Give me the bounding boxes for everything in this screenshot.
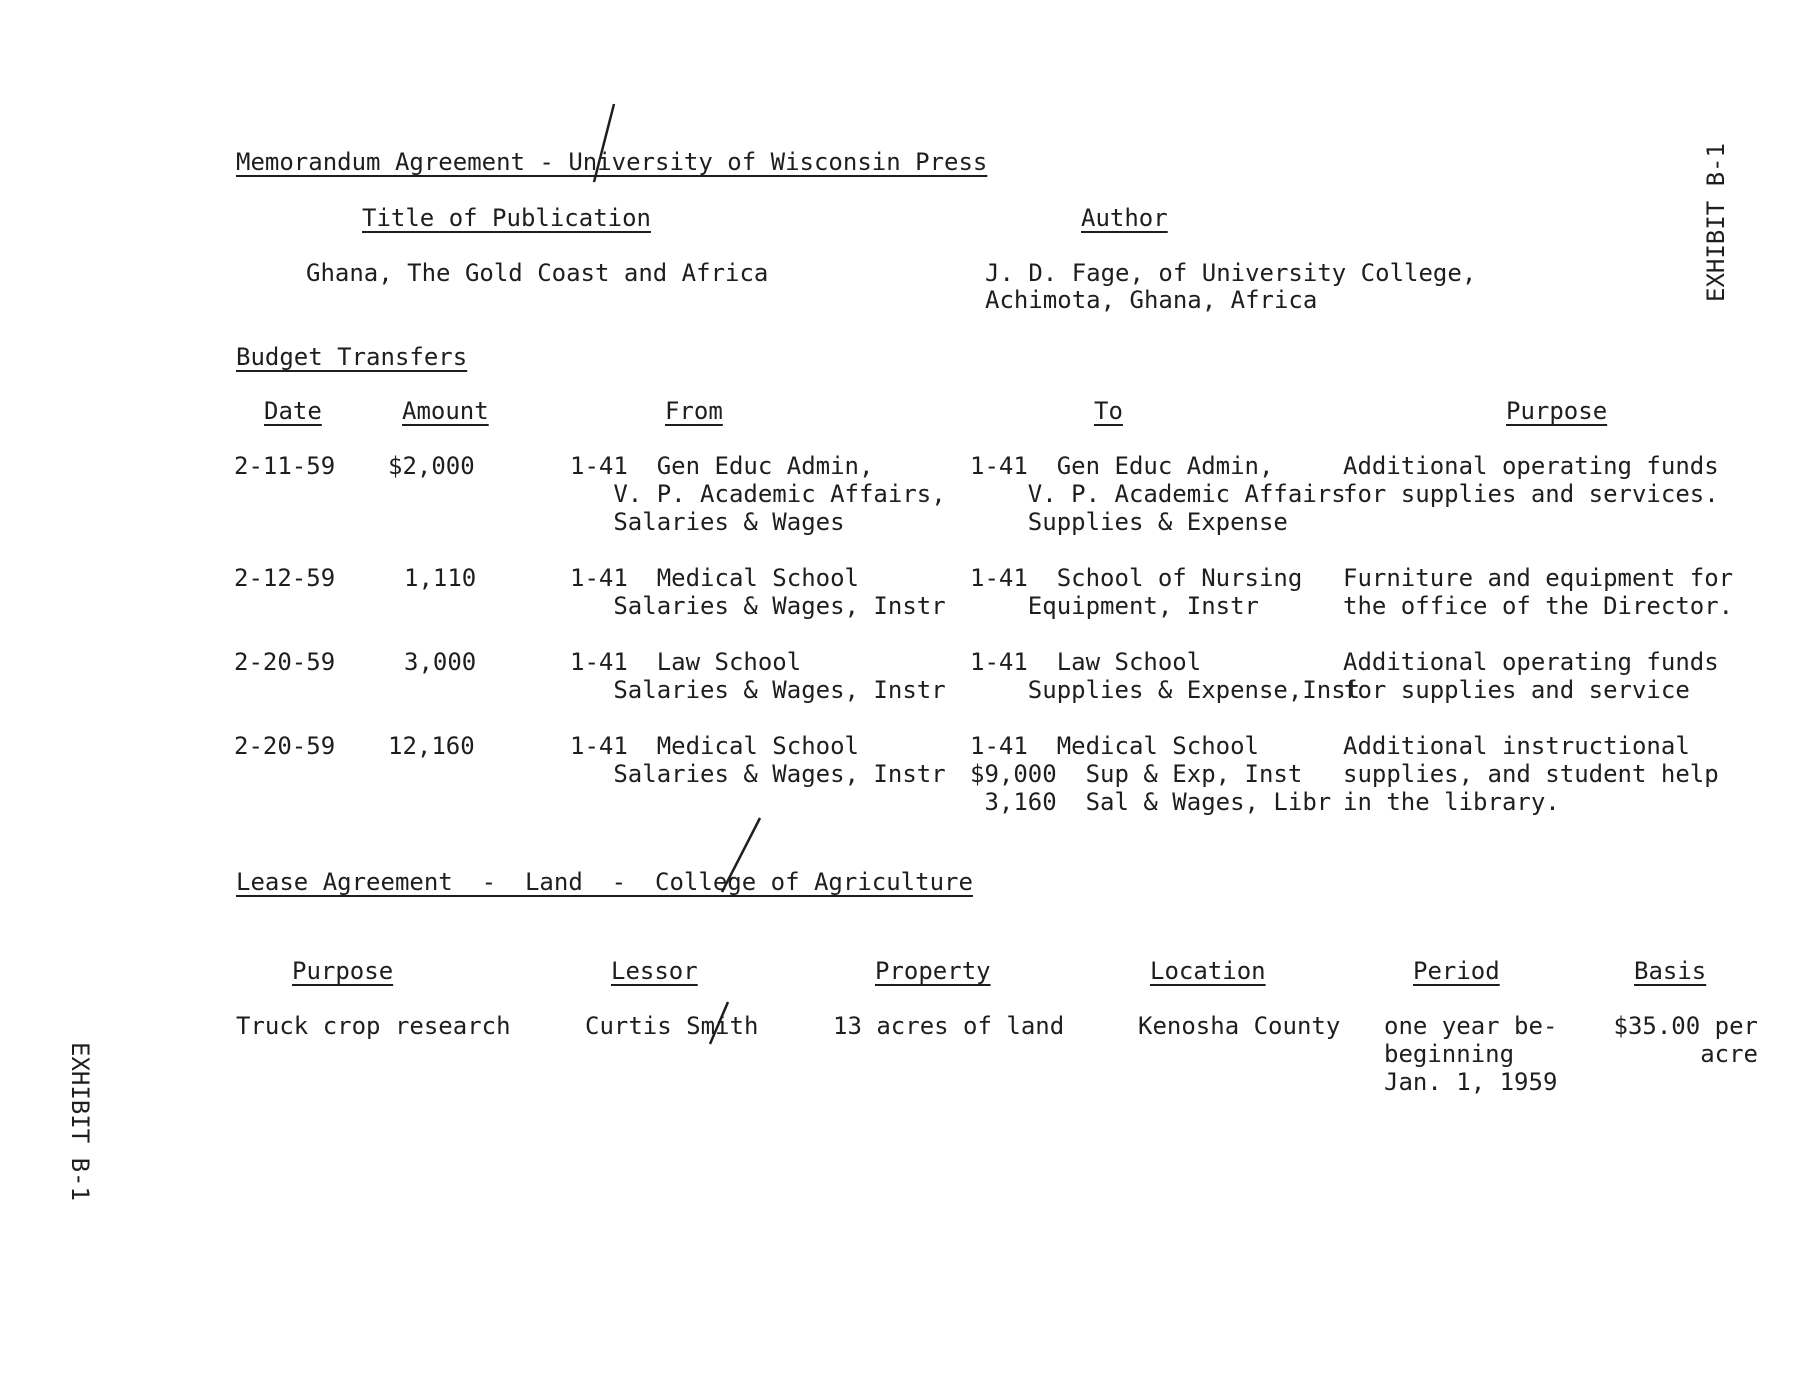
row-3-date: 2-20-59 <box>234 648 336 676</box>
row-3-amount: 3,000 <box>404 648 477 676</box>
row-1-purpose: Additional operating funds for supplies and services. <box>1343 452 1719 508</box>
row-2-date: 2-12-59 <box>234 564 336 592</box>
row-4-date: 2-20-59 <box>234 732 336 760</box>
author-header: Author <box>1081 204 1168 232</box>
exhibit-label-left: EXHIBIT B-1 <box>66 1042 94 1201</box>
budget-heading: Budget Transfers <box>236 343 468 371</box>
row-3-from: 1-41 Law School Salaries & Wages, Instr <box>570 648 946 704</box>
author-line-2: Achimota, Ghana, Africa <box>985 286 1318 314</box>
title-of-publication-header: Title of Publication <box>362 204 651 232</box>
row-2-from: 1-41 Medical School Salaries & Wages, Instr <box>570 564 946 620</box>
row-2-amount: 1,110 <box>404 564 477 592</box>
lease-property: 13 acres of land <box>833 1012 1065 1040</box>
lease-lessor: Curtis Smith <box>585 1012 759 1040</box>
lease-period: one year be- beginning Jan. 1, 1959 <box>1384 1012 1558 1096</box>
col-header-to: To <box>1094 397 1123 425</box>
row-4-purpose: Additional instructional supplies, and student help in the library. <box>1343 732 1719 816</box>
row-1-date: 2-11-59 <box>234 452 336 480</box>
row-1-amount: $2,000 <box>388 452 475 480</box>
row-2-purpose: Furniture and equipment for the office of the Director. <box>1343 564 1734 620</box>
col-header-date: Date <box>264 397 322 425</box>
check-mark-icon <box>574 98 634 188</box>
exhibit-label-right: EXHIBIT B-1 <box>1702 143 1730 302</box>
col-header-amount: Amount <box>402 397 489 425</box>
check-mark-icon <box>710 812 770 902</box>
check-mark-icon <box>700 994 740 1054</box>
col-header-from: From <box>665 397 723 425</box>
lease-basis: $35.00 per acre <box>1613 1012 1758 1068</box>
lease-purpose: Truck crop research <box>236 1012 511 1040</box>
row-4-from: 1-41 Medical School Salaries & Wages, Instr <box>570 732 946 788</box>
lease-header-property: Property <box>875 957 991 985</box>
publication-title: Ghana, The Gold Coast and Africa <box>306 259 769 287</box>
lease-header-location: Location <box>1150 957 1266 985</box>
row-1-from: 1-41 Gen Educ Admin, V. P. Academic Affairs, Salaries & Wages <box>570 452 946 536</box>
lease-header-period: Period <box>1413 957 1500 985</box>
lease-header-lessor: Lessor <box>611 957 698 985</box>
lease-header-purpose: Purpose <box>292 957 394 985</box>
row-2-to: 1-41 School of Nursing Equipment, Instr <box>970 564 1303 620</box>
row-4-to: 1-41 Medical School $9,000 Sup & Exp, Inst 3,160 Sal & Wages, Libr <box>970 732 1332 816</box>
lease-header-basis: Basis <box>1634 957 1707 985</box>
row-3-purpose: Additional operating funds for supplies and service <box>1343 648 1719 704</box>
row-1-to: 1-41 Gen Educ Admin, V. P. Academic Affairs Supplies & Expense <box>970 452 1346 536</box>
col-header-purpose: Purpose <box>1506 397 1608 425</box>
lease-location: Kenosha County <box>1138 1012 1341 1040</box>
row-4-amount: 12,160 <box>388 732 475 760</box>
memo-heading: Memorandum Agreement - University of Wisconsin Press <box>236 148 988 176</box>
author-line-1: J. D. Fage, of University College, <box>985 259 1477 287</box>
row-3-to: 1-41 Law School Supplies & Expense,Inst <box>970 648 1361 704</box>
lease-heading: Lease Agreement - Land - College of Agriculture <box>236 868 973 896</box>
